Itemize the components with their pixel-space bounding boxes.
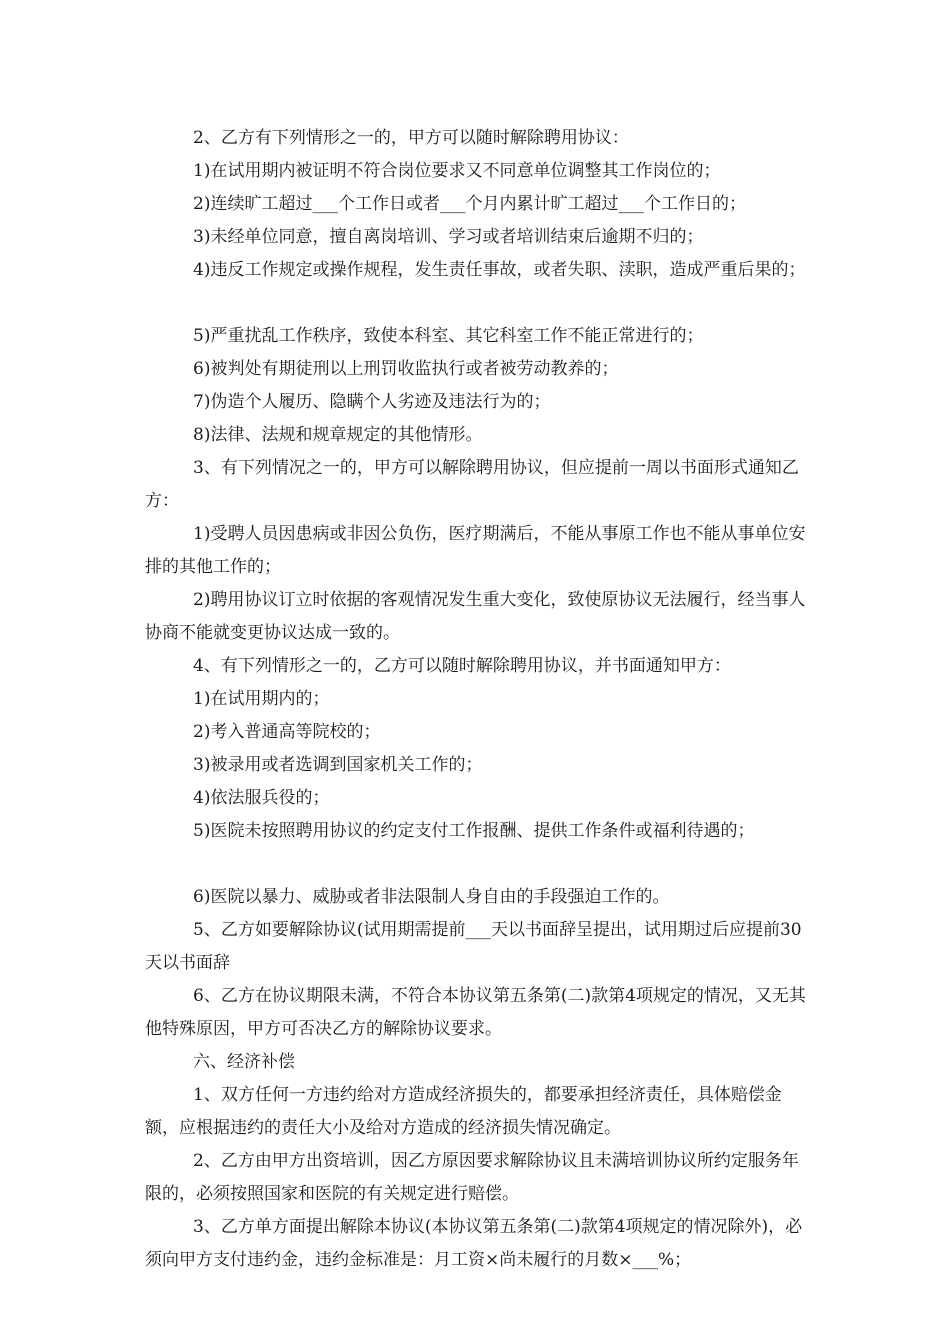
paragraph-compensation-3: 3、乙方单方面提出解除本协议(本协议第五条第(二)款第4项规定的情况除外)，必须向甲方支付违约金，违约金标准是：月工资×尚未履行的月数×___%； (145, 1217, 803, 1270)
paragraph-clause-6: 6、乙方在协议期限未满，不符合本协议第五条第(二)款第4项规定的情况，又无其他特殊原因，甲方可否决乙方的解除协议要求。 (145, 986, 806, 1039)
section-heading-economic-compensation: 六、经济补偿 (193, 1052, 295, 1072)
paragraph-clause-2: 2、乙方有下列情形之一的，甲方可以随时解除聘用协议： (193, 128, 629, 148)
paragraph-clause-4-item-2: 2)考入普通高等院校的； (193, 722, 381, 742)
paragraph-clause-2-item-4: 4)违反工作规定或操作规程，发生责任事故，或者失职、渎职，造成严重后果的； (193, 260, 806, 280)
paragraph-clause-4-item-3: 3)被录用或者选调到国家机关工作的； (193, 755, 483, 775)
paragraph-clause-2-item-5: 5)严重扰乱工作秩序，致使本科室、其它科室工作不能正常进行的； (193, 326, 704, 346)
paragraph-clause-3-item-1: 1)受聘人员因患病或非因公负伤，医疗期满后，不能从事原工作也不能从事单位安排的其他工作的； (145, 524, 806, 577)
paragraph-clause-2-item-1: 1)在试用期内被证明不符合岗位要求又不同意单位调整其工作岗位的； (193, 161, 721, 181)
paragraph-clause-2-item-2: 2)连续旷工超过___个工作日或者___个月内累计旷工超过___个工作日的； (193, 194, 746, 214)
paragraph-clause-4: 4、有下列情形之一的，乙方可以随时解除聘用协议，并书面通知甲方： (193, 656, 731, 676)
paragraph-clause-3: 3、有下列情况之一的，甲方可以解除聘用协议，但应提前一周以书面形式通知乙方： (145, 458, 799, 511)
paragraph-clause-4-item-5: 5)医院未按照聘用协议的约定支付工作报酬、提供工作条件或福利待遇的； (193, 821, 755, 841)
paragraph-clause-2-item-7: 7)伪造个人履历、隐瞒个人劣迹及违法行为的； (193, 392, 551, 412)
paragraph-clause-4-item-4: 4)依法服兵役的； (193, 788, 330, 808)
paragraph-clause-4-item-1: 1)在试用期内的； (193, 689, 330, 709)
paragraph-compensation-2: 2、乙方由甲方出资培训，因乙方原因要求解除协议且未满培训协议所约定服务年限的，必须按照国家和医院的有关规定进行赔偿。 (145, 1151, 799, 1204)
paragraph-clause-2-item-3: 3)未经单位同意，擅自离岗培训、学习或者培训结束后逾期不归的； (193, 227, 704, 247)
paragraph-clause-2-item-6: 6)被判处有期徒刑以上刑罚收监执行或者被劳动教养的； (193, 359, 619, 379)
paragraph-clause-2-item-8: 8)法律、法规和规章规定的其他情形。 (193, 425, 483, 445)
paragraph-clause-5: 5、乙方如要解除协议(试用期需提前___天以书面辞呈提出，试用期过后应提前30天以书面辞 (145, 920, 802, 973)
paragraph-compensation-1: 1、双方任何一方违约给对方造成经济损失的，都要承担经济责任，具体赔偿金额，应根据违约的责任大小及给对方造成的经济损失情况确定。 (145, 1085, 782, 1138)
paragraph-clause-4-item-6: 6)医院以暴力、威胁或者非法限制人身自由的手段强迫工作的。 (193, 887, 670, 907)
paragraph-clause-3-item-2: 2)聘用协议订立时依据的客观情况发生重大变化，致使原协议无法履行，经当事人协商不能就变更协议达成一致的。 (145, 590, 806, 643)
